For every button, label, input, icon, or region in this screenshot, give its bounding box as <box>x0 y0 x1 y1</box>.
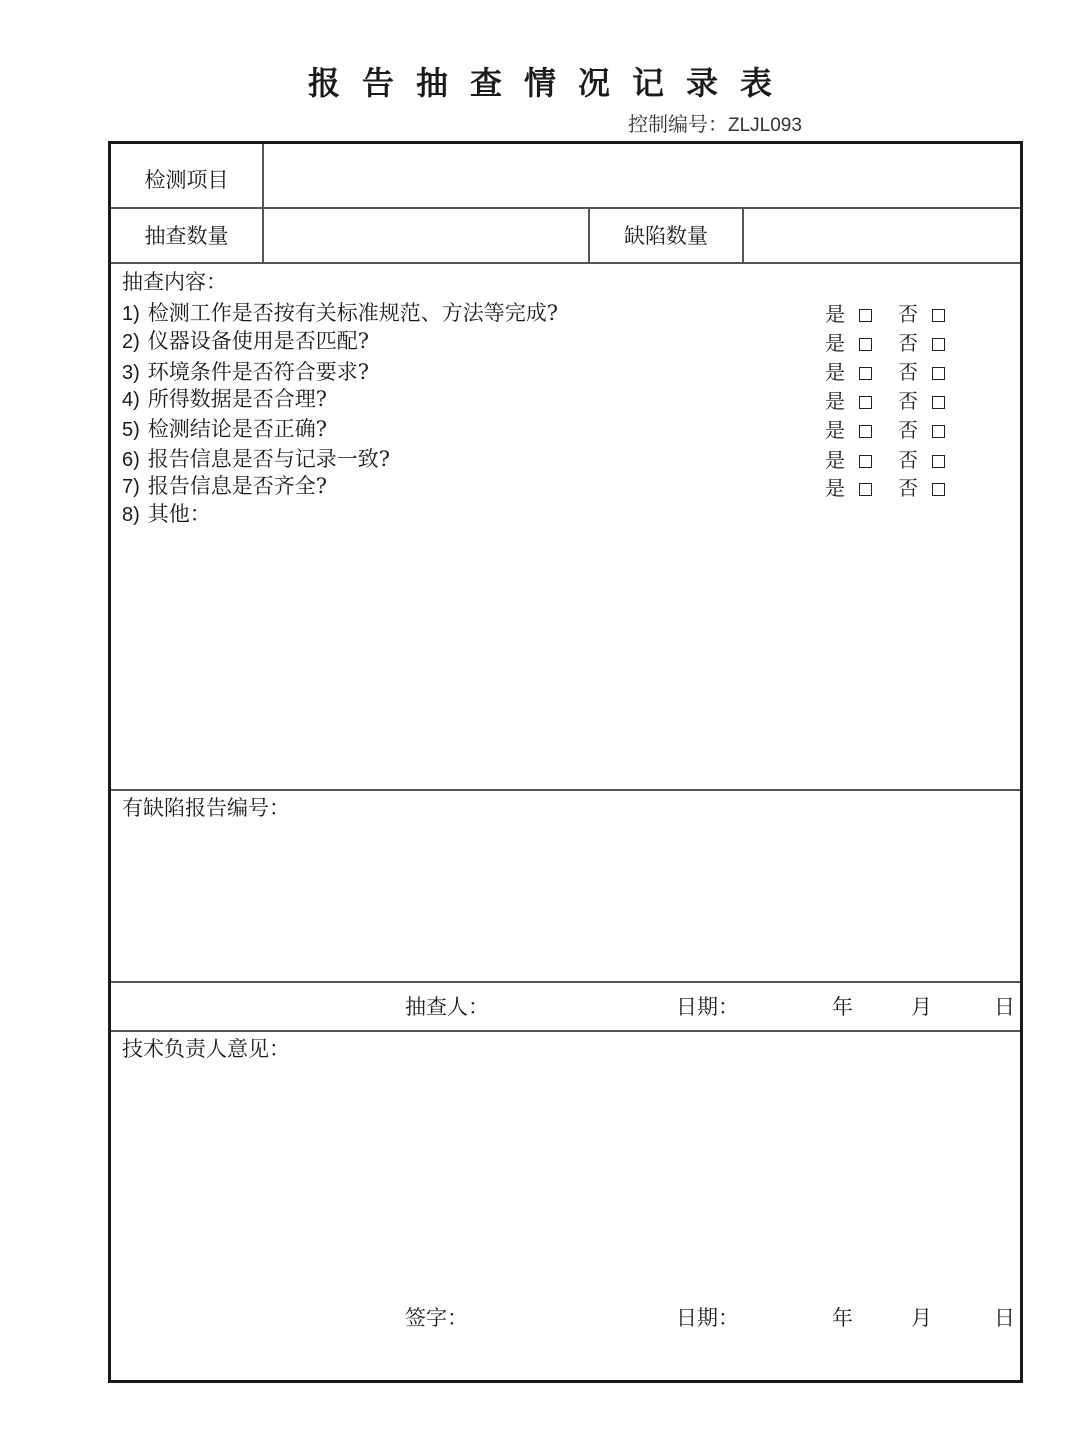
signature-label: 签字： <box>405 1306 468 1330</box>
question-number: 4) <box>122 389 140 411</box>
no-label: 否 <box>898 360 918 384</box>
answer-options <box>825 414 945 443</box>
yes-label: 是 <box>825 360 845 384</box>
question-text: 报告信息是否齐全? <box>147 474 328 498</box>
question-row <box>122 498 211 528</box>
yes-label: 是 <box>825 331 845 355</box>
yes-checkbox[interactable] <box>859 425 872 438</box>
no-checkbox[interactable] <box>932 309 945 322</box>
control-number-label: 控制编号： <box>628 112 728 136</box>
question-number: 5) <box>122 419 140 441</box>
no-checkbox[interactable] <box>932 396 945 409</box>
item-field[interactable] <box>264 144 1020 207</box>
day-label: 日 <box>994 1306 1015 1330</box>
yes-checkbox[interactable] <box>859 455 872 468</box>
question-row <box>122 356 369 386</box>
question-text: 环境条件是否符合要求? <box>147 360 370 384</box>
no-checkbox[interactable] <box>932 425 945 438</box>
yes-checkbox[interactable] <box>859 338 872 351</box>
row-divider <box>111 1030 1020 1032</box>
question-text: 检测工作是否按有关标准规范、方法等完成? <box>147 301 559 325</box>
yes-checkbox[interactable] <box>859 396 872 409</box>
yes-checkbox[interactable] <box>859 367 872 380</box>
question-text: 所得数据是否合理? <box>147 387 328 411</box>
answer-options <box>825 356 945 385</box>
question-row <box>122 443 390 473</box>
no-label: 否 <box>898 418 918 442</box>
defect-count-field[interactable] <box>744 209 1020 262</box>
row-divider <box>111 262 1020 264</box>
year-label: 年 <box>832 995 853 1019</box>
tech-opinion-label: 技术负责人意见： <box>122 1037 290 1061</box>
document-title: 报告抽查情况记录表 <box>307 64 794 102</box>
yes-checkbox[interactable] <box>859 309 872 322</box>
answer-options <box>825 385 945 414</box>
question-number: 1) <box>122 303 140 325</box>
question-number: 3) <box>122 362 140 384</box>
yes-label: 是 <box>825 302 845 326</box>
yes-checkbox[interactable] <box>859 483 872 496</box>
date-label: 日期： <box>676 995 739 1019</box>
month-label: 月 <box>911 995 932 1019</box>
defect-report-area[interactable] <box>111 822 1020 980</box>
no-checkbox[interactable] <box>932 483 945 496</box>
item-label: 检测项目 <box>144 168 229 192</box>
yes-label: 是 <box>825 418 845 442</box>
question-number: 7) <box>122 476 140 498</box>
no-label: 否 <box>898 448 918 472</box>
question-number: 2) <box>122 331 140 353</box>
control-number-code: ZLJL093 <box>728 115 802 136</box>
content-label: 抽查内容： <box>122 270 227 294</box>
defect-count-label: 缺陷数量 <box>624 224 708 248</box>
no-checkbox[interactable] <box>932 338 945 351</box>
no-label: 否 <box>898 389 918 413</box>
question-row <box>122 297 558 327</box>
yes-label: 是 <box>825 476 845 500</box>
yes-label: 是 <box>825 448 845 472</box>
question-row <box>122 413 327 443</box>
day-label: 日 <box>994 995 1015 1019</box>
question-text: 报告信息是否与记录一致? <box>147 447 391 471</box>
row-divider <box>111 789 1020 791</box>
no-checkbox[interactable] <box>932 455 945 468</box>
row-divider <box>111 981 1020 983</box>
question-number: 6) <box>122 449 140 471</box>
question-row <box>122 470 327 500</box>
date-label: 日期： <box>676 1306 739 1330</box>
no-label: 否 <box>898 476 918 500</box>
question-text: 检测结论是否正确? <box>147 417 328 441</box>
question-text: 仪器设备使用是否匹配? <box>147 329 370 353</box>
question-row <box>122 325 369 355</box>
month-label: 月 <box>911 1306 932 1330</box>
other-notes-area[interactable] <box>111 528 1020 788</box>
record-table <box>108 141 1023 1383</box>
answer-options <box>825 298 945 327</box>
no-label: 否 <box>898 302 918 326</box>
question-text: 其他： <box>147 502 211 526</box>
question-number: 8) <box>122 504 140 526</box>
answer-options <box>825 327 945 356</box>
sample-count-label: 抽查数量 <box>144 224 229 248</box>
no-label: 否 <box>898 331 918 355</box>
question-row <box>122 383 327 413</box>
year-label: 年 <box>832 1306 853 1330</box>
answer-options <box>825 444 945 473</box>
defect-report-label: 有缺陷报告编号： <box>122 796 290 820</box>
no-checkbox[interactable] <box>932 367 945 380</box>
yes-label: 是 <box>825 389 845 413</box>
sample-count-field[interactable] <box>264 209 588 262</box>
tech-opinion-area[interactable] <box>111 1064 1020 1284</box>
answer-options <box>825 472 945 501</box>
control-number <box>628 108 802 137</box>
inspector-label: 抽查人： <box>405 995 489 1019</box>
